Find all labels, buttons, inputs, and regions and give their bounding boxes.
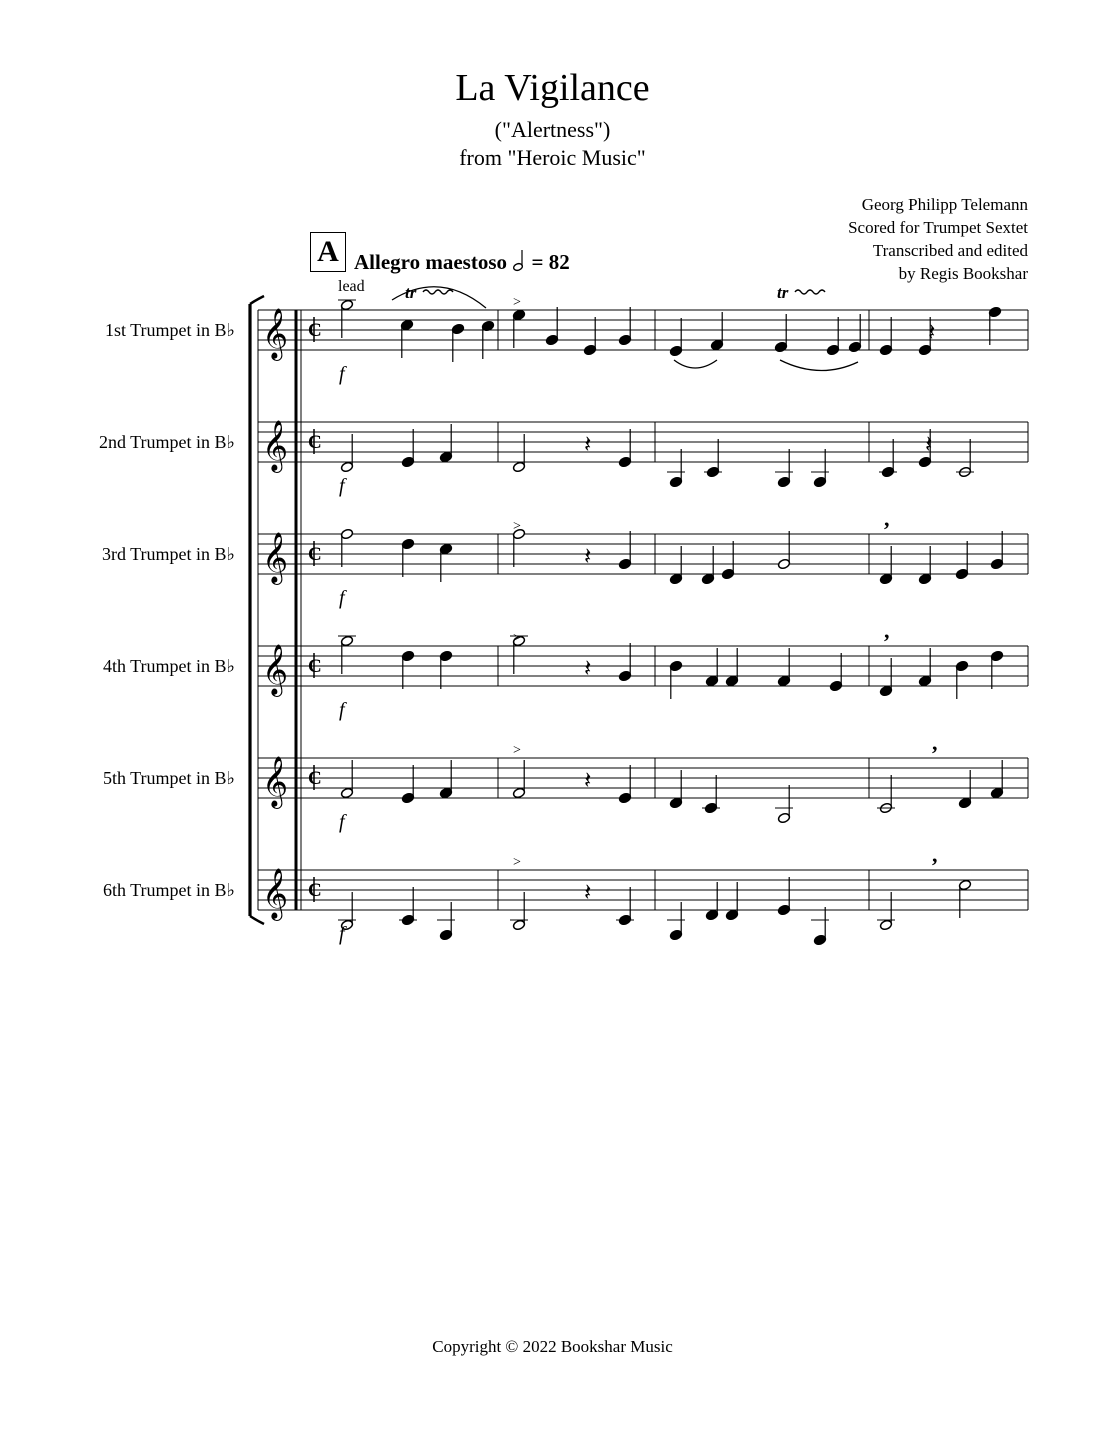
breath-mark: , <box>884 618 890 643</box>
treble-clef-icon: 𝄞 <box>262 421 289 470</box>
trill-wave <box>795 290 825 294</box>
treble-clef-icon: 𝄞 <box>262 309 289 358</box>
accent-mark: > <box>513 519 521 534</box>
slur <box>674 360 717 368</box>
transcription-credit: Transcribed and edited <box>872 241 1028 260</box>
quarter-rest-icon: 𝄽 <box>584 768 592 794</box>
bracket-top-hook <box>250 296 264 304</box>
dynamic-forte: f <box>339 699 345 721</box>
trill-wave <box>423 290 453 294</box>
accent-mark: > <box>513 743 521 758</box>
cut-time-icon: C <box>308 768 322 789</box>
rehearsal-mark: A <box>310 232 346 272</box>
instrument-label-2: 2nd Trumpet in B♭ <box>98 432 235 452</box>
staff-2 <box>258 422 1028 488</box>
trill-mark: tr <box>777 283 789 302</box>
scoring-credit: Scored for Trumpet Sextet <box>848 218 1028 237</box>
breath-mark: , <box>932 730 938 755</box>
quarter-rest-icon: 𝄽 <box>584 544 592 570</box>
accent-mark: > <box>513 631 521 646</box>
treble-clef-icon: 𝄞 <box>262 533 289 582</box>
accent-mark: > <box>513 295 521 310</box>
piece-source: from "Heroic Music" <box>459 145 646 170</box>
cut-time-icon: C <box>308 880 322 901</box>
cut-time-icon: C <box>308 320 322 341</box>
staff-1 <box>258 299 1028 362</box>
composer-credit: Georg Philipp Telemann <box>861 195 1028 214</box>
staff-4 <box>258 635 1028 699</box>
cut-time-icon: C <box>308 656 322 677</box>
quarter-rest-icon: 𝄽 <box>584 656 592 682</box>
instrument-label-3: 3rd Trumpet in B♭ <box>101 544 235 564</box>
staff-3 <box>258 528 1028 585</box>
breath-mark: , <box>932 842 938 867</box>
instrument-label-1: 1st Trumpet in B♭ <box>104 320 235 340</box>
copyright-notice: Copyright © 2022 Bookshar Music <box>432 1337 673 1356</box>
staff-5 <box>258 758 1028 824</box>
dynamic-forte: f <box>339 811 345 833</box>
dynamic-forte: f <box>339 363 345 385</box>
quarter-rest-icon: 𝄽 <box>925 432 933 458</box>
dynamic-forte: f <box>339 475 345 497</box>
trill-mark: tr <box>405 283 417 302</box>
accent-mark: > <box>513 855 521 870</box>
staff-6 <box>258 870 1028 946</box>
treble-clef-icon: 𝄞 <box>262 869 289 918</box>
dynamic-forte: f <box>339 923 345 945</box>
tempo-value: = 82 <box>531 250 570 274</box>
treble-clef-icon: 𝄞 <box>262 757 289 806</box>
cut-time-icon: C <box>308 432 322 453</box>
quarter-rest-icon: 𝄽 <box>584 432 592 458</box>
quarter-rest-icon: 𝄽 <box>928 320 936 346</box>
dynamic-forte: f <box>339 587 345 609</box>
instrument-label-6: 6th Trumpet in B♭ <box>102 880 235 900</box>
tempo-text: Allegro maestoso <box>354 250 507 274</box>
lead-annotation: lead <box>338 278 365 295</box>
piece-title: La Vigilance <box>455 67 650 109</box>
instrument-label-4: 4th Trumpet in B♭ <box>102 656 235 676</box>
cut-time-icon: C <box>308 544 322 565</box>
piece-subtitle: ("Alertness") <box>494 117 611 142</box>
arranger-credit: by Regis Bookshar <box>898 264 1028 283</box>
instrument-label-5: 5th Trumpet in B♭ <box>102 768 235 788</box>
slur <box>780 360 858 371</box>
breath-mark: , <box>884 506 890 531</box>
quarter-rest-icon: 𝄽 <box>584 880 592 906</box>
treble-clef-icon: 𝄞 <box>262 645 289 694</box>
